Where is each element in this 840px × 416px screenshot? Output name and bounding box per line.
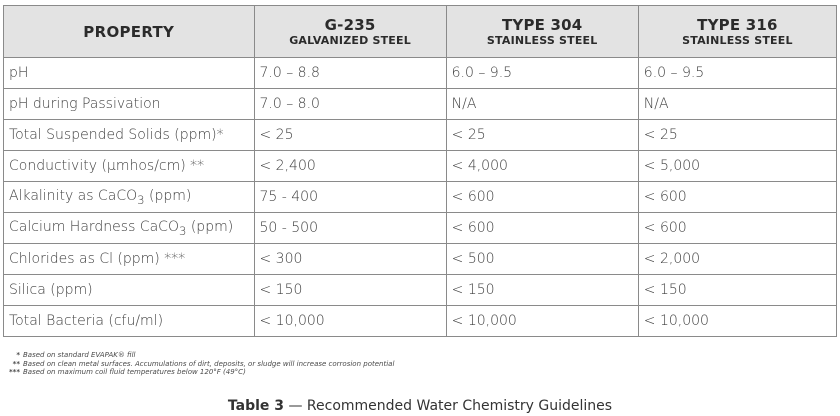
type316-value-cell: < 600 xyxy=(638,213,836,244)
table-row xyxy=(4,89,837,120)
property-cell: Total Suspended Solids (ppm)* xyxy=(4,120,255,151)
table-row xyxy=(4,182,837,213)
type316-value-cell: 6.0 – 9.5 xyxy=(638,58,836,89)
table-caption xyxy=(0,398,840,414)
subscript-3: 3 xyxy=(137,192,145,207)
header-type316 xyxy=(638,6,836,58)
water-chemistry-table xyxy=(3,5,837,337)
table-row xyxy=(4,275,837,306)
water-chemistry-table-container xyxy=(3,5,837,337)
type304-value-cell: < 500 xyxy=(446,244,638,275)
type316-value-cell: < 10,000 xyxy=(638,306,836,337)
header-g235-subtitle: GALVANIZED STEEL xyxy=(289,33,411,47)
footnotes xyxy=(6,351,394,377)
property-cell: pH xyxy=(4,58,255,89)
footnote-3 xyxy=(6,368,394,377)
header-g235 xyxy=(254,6,446,58)
type304-value-cell: < 150 xyxy=(446,275,638,306)
header-type316-title: TYPE 316 xyxy=(697,15,778,34)
header-property xyxy=(4,6,255,58)
type316-value-cell: < 150 xyxy=(638,275,836,306)
type304-value-cell: < 25 xyxy=(446,120,638,151)
property-cell: pH during Passivation xyxy=(4,89,255,120)
g235-value-cell: < 10,000 xyxy=(254,306,446,337)
property-cell: Silica (ppm) xyxy=(4,275,255,306)
g235-value-cell: 75 - 400 xyxy=(254,182,446,213)
table-row xyxy=(4,151,837,182)
footnote-text: Based on standard EVAPAK® fill xyxy=(23,351,136,359)
footnote-1 xyxy=(6,351,394,360)
property-text: Alkalinity as CaCO xyxy=(9,187,138,204)
g235-value-cell: < 300 xyxy=(254,244,446,275)
property-text: Calcium Hardness CaCO xyxy=(9,218,179,235)
type304-value-cell: N/A xyxy=(446,89,638,120)
header-property-label: PROPERTY xyxy=(83,23,175,41)
table-row xyxy=(4,58,837,89)
g235-value-cell: 50 - 500 xyxy=(254,213,446,244)
type304-value-cell: < 4,000 xyxy=(446,151,638,182)
g235-value-cell: 7.0 – 8.0 xyxy=(254,89,446,120)
table-header-row xyxy=(4,6,837,58)
property-cell: Chlorides as Cl (ppm) *** xyxy=(4,244,255,275)
property-cell xyxy=(4,182,255,213)
type316-value-cell: < 25 xyxy=(638,120,836,151)
table-row xyxy=(4,306,837,337)
g235-value-cell: 7.0 – 8.8 xyxy=(254,58,446,89)
footnote-text: Based on maximum coil fluid temperatures below 120°F (49°C) xyxy=(23,368,246,376)
type316-value-cell: < 600 xyxy=(638,182,836,213)
caption-text: — Recommended Water Chemistry Guidelines xyxy=(284,398,613,414)
table-row xyxy=(4,244,837,275)
footnote-mark: *** xyxy=(9,368,20,376)
header-type304 xyxy=(446,6,638,58)
type316-value-cell: < 2,000 xyxy=(638,244,836,275)
type304-value-cell: < 600 xyxy=(446,182,638,213)
header-type304-title: TYPE 304 xyxy=(501,15,583,34)
property-cell xyxy=(4,213,255,244)
property-cell: Conductivity (μmhos/cm) ** xyxy=(4,151,255,182)
type316-value-cell: N/A xyxy=(638,89,836,120)
footnote-text: Based on clean metal surfaces. Accumulations of dirt, deposits, or sludge will increase corrosion potential xyxy=(23,359,395,368)
type304-value-cell: < 600 xyxy=(446,213,638,244)
g235-value-cell: < 25 xyxy=(254,120,446,151)
property-unit: (ppm) xyxy=(144,187,192,204)
table-row xyxy=(4,213,837,244)
g235-value-cell: < 2,400 xyxy=(254,151,446,182)
header-type304-subtitle: STAINLESS STEEL xyxy=(486,33,598,47)
type304-value-cell: < 10,000 xyxy=(446,306,638,337)
caption-label: Table 3 xyxy=(227,398,285,414)
subscript-3: 3 xyxy=(178,223,187,238)
type316-value-cell: < 5,000 xyxy=(638,151,836,182)
footnote-mark: * xyxy=(16,351,20,359)
type304-value-cell: 6.0 – 9.5 xyxy=(446,58,638,89)
header-g235-title: G-235 xyxy=(324,15,376,34)
property-unit: (ppm) xyxy=(186,218,234,235)
property-cell: Total Bacteria (cfu/ml) xyxy=(4,306,255,337)
footnote-2 xyxy=(6,360,394,369)
table-row xyxy=(4,120,837,151)
g235-value-cell: < 150 xyxy=(254,275,446,306)
footnote-mark: ** xyxy=(12,359,20,368)
header-type316-subtitle: STAINLESS STEEL xyxy=(682,33,793,47)
